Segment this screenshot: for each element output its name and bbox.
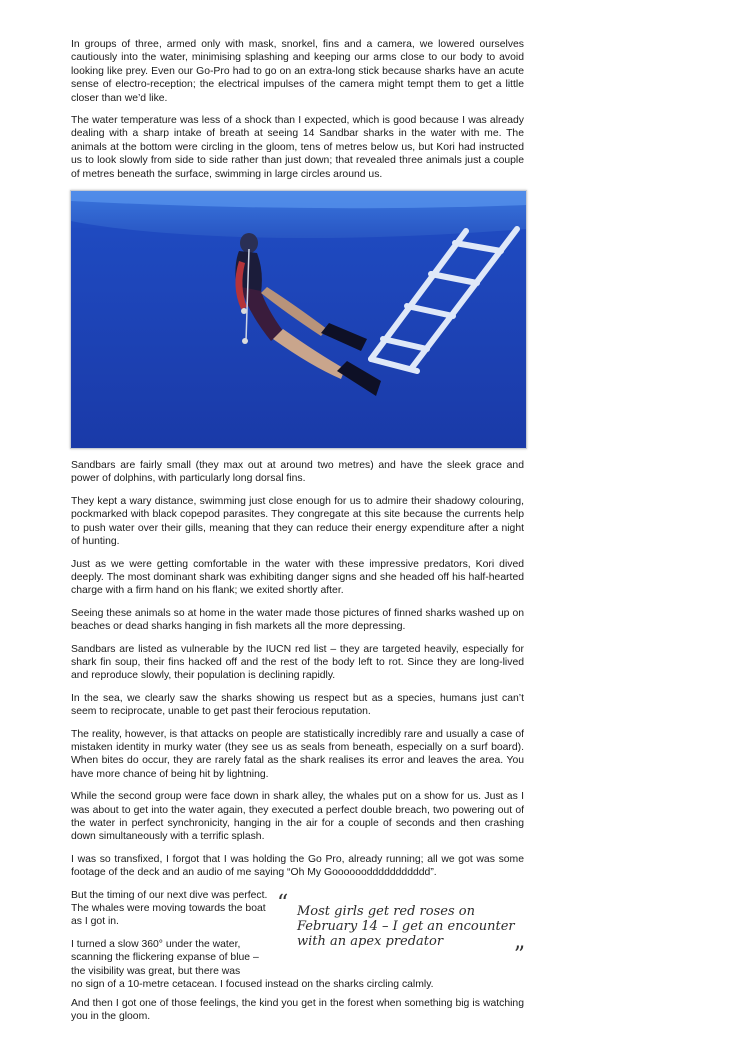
paragraph: They kept a wary distance, swimming just close enough for us to admire their shadowy colouring, pockmarked with black copepod parasites. They congregate at this site because the currents help to push water over their gills, meaning that they can reduce their energy expenditure after a night of hunting. bbox=[71, 495, 524, 548]
paragraph: The reality, however, is that attacks on people are statistically incredibly rare and usually a case of mistaken identity in murky water (they see us as seals from beneath, especially on a surf board). When bites do occur, they are rarely fatal as the shark realises its error and leaves the area. You have more chance of being hit by lightning. bbox=[71, 728, 524, 780]
paragraph: In the sea, we clearly saw the sharks showing us respect but as a species, humans just can’t seem to reciprocate, unable to get past their ferocious reputation. bbox=[71, 692, 524, 718]
pull-quote bbox=[277, 890, 525, 968]
paragraph: Seeing these animals so at home in the water made those pictures of finned sharks washed up on beaches or dead sharks hanging in fish markets all the more depressing. bbox=[71, 607, 524, 633]
paragraph: I turned a slow 360° under the water, scanning the flickering expanse of blue – the visibility was great, but there was bbox=[71, 938, 259, 977]
paragraph-continuation: no sign of a 10-metre cetacean. I focused instead on the sharks circling calmly. bbox=[71, 978, 434, 990]
open-quote-mark: “ bbox=[277, 890, 289, 916]
paragraph: And then I got one of those feelings, the kind you get in the forest when something big is watching you in the gloom. bbox=[71, 997, 524, 1023]
pull-quote-text: Most girls get red roses on February 14 – I get an encounter with an apex predator bbox=[297, 903, 515, 949]
paragraph: Sandbars are fairly small (they max out at around two metres) and have the sleek grace and power of dolphins, with particularly long dorsal fins. bbox=[71, 460, 524, 485]
paragraph: Just as we were getting comfortable in the water with these impressive predators, Kori dived deeply. The most dominant shark was exhibiting danger signs and she headed off his half-hearted charge with a firm hand on his flank; we exited shortly after. bbox=[71, 558, 524, 597]
paragraph: The water temperature was less of a shock than I expected, which is good because I was already dealing with a sharp intake of breath at seeing 14 Sandbar sharks in the water with me. The animals at the bottom were circling in the gloom, tens of metres below us, but Kori had instructed us to look slowly from side to side rather than just down; that revealed three animals just a couple of metres beneath the surface, swimming in large circles around us. bbox=[71, 115, 524, 180]
article-column bbox=[71, 38, 524, 1032]
underwater-photo bbox=[71, 191, 526, 448]
paragraph: But the timing of our next dive was perfect. The whales were moving towards the boat as I got in. bbox=[71, 889, 268, 928]
text-with-pull-quote bbox=[71, 889, 524, 989]
narrow-text-column bbox=[71, 889, 269, 987]
close-quote-mark: ” bbox=[513, 942, 525, 968]
paragraph: While the second group were face down in shark alley, the whales put on a show for us. Just as I was about to get into the water again, they executed a perfect double breach, two powering out of the water in perfect synchronicity, hanging in the air for a couple of seconds and then crashing down simultaneously with a terrific splash. bbox=[71, 791, 524, 843]
paragraph: I was so transfixed, I forgot that I was holding the Go Pro, already running; all we got was some footage of the deck and an audio of me saying “Oh My Gooooooddddddddddd”. bbox=[71, 853, 524, 879]
article-photo bbox=[70, 190, 527, 449]
paragraph: In groups of three, armed only with mask, snorkel, fins and a camera, we lowered ourselves cautiously into the water, minimising splashing and keeping our arms close to our body to avoid looking like prey. Even our Go-Pro had to go on an extra-long stick because sharks have an acute sense of electro-reception; the electrical impulses of the camera might tempt them to get a little closer than we’d like. bbox=[71, 39, 524, 104]
paragraph: Sandbars are listed as vulnerable by the IUCN red list – they are targeted heavily, especially for shark fin soup, their fins hacked off and the rest of the body left to rot. Since they are long-lived and reproduce slowly, their population is declining rapidly. bbox=[71, 643, 524, 682]
